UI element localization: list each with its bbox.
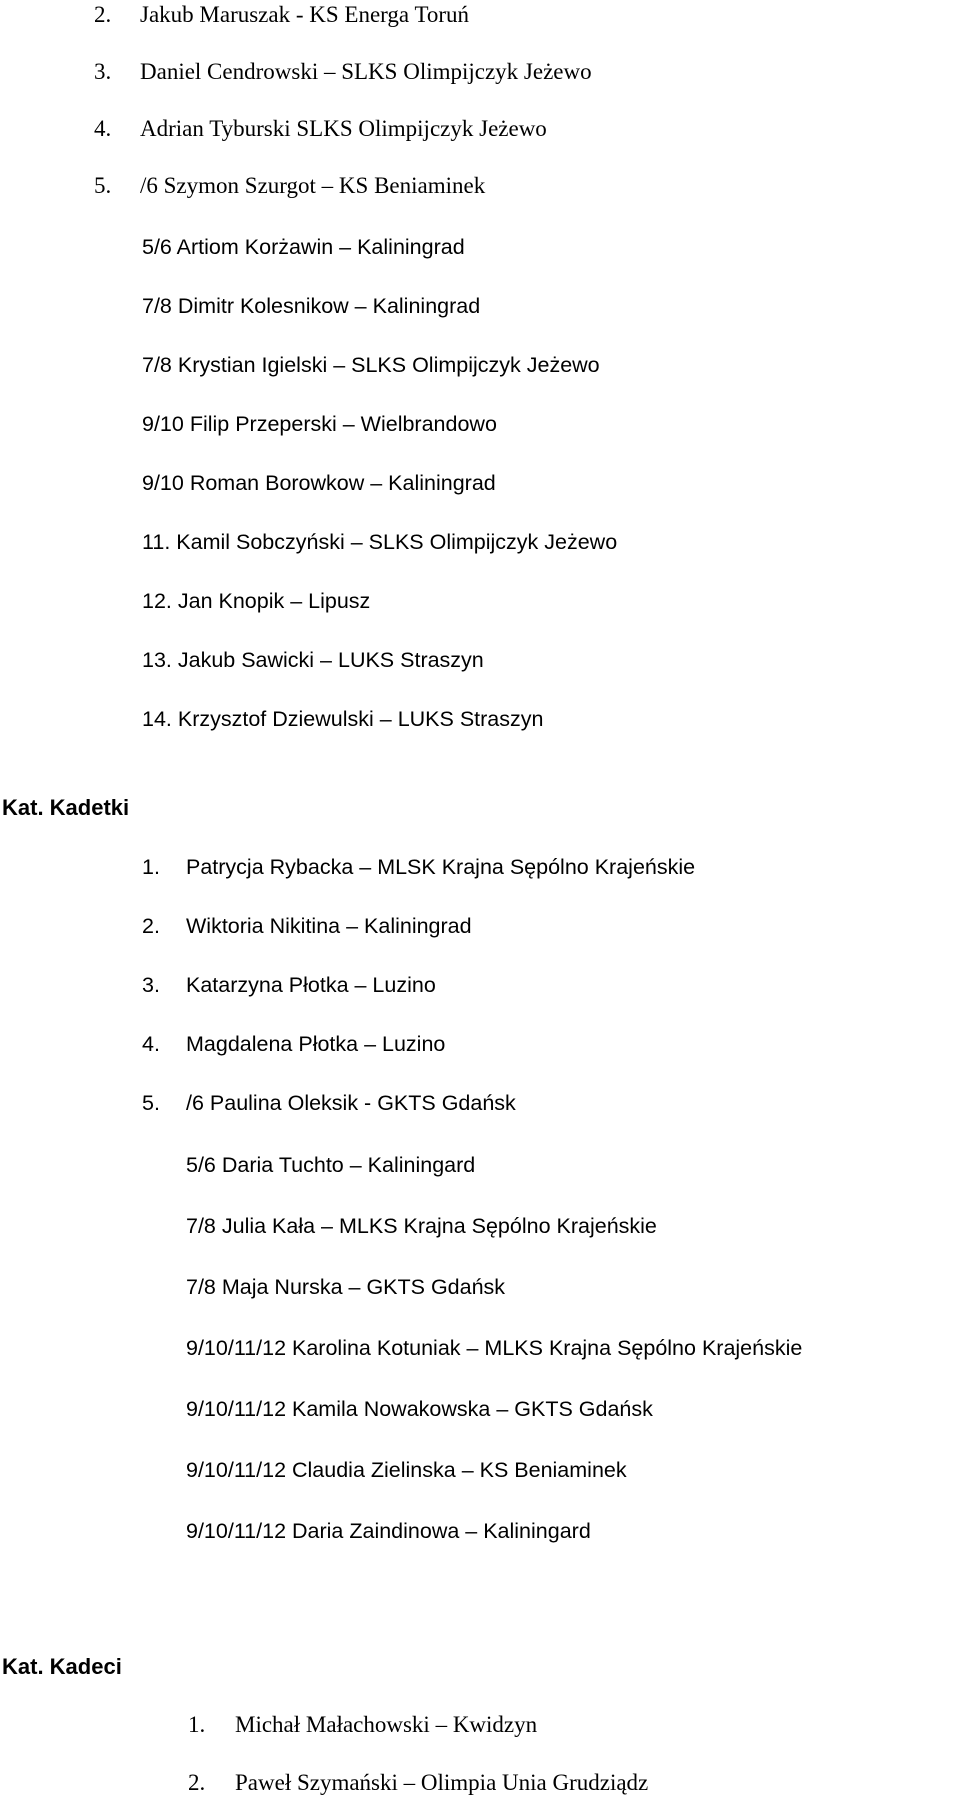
- list-text: 11. Kamil Sobczyński – SLKS Olimpijczyk Jeżewo: [142, 530, 618, 554]
- list-number: 1.: [188, 1712, 206, 1737]
- list-number: 3.: [94, 59, 112, 84]
- list-text: 9/10/11/12 Daria Zaindinowa – Kaliningard: [186, 1519, 591, 1543]
- list-text: /6 Szymon Szurgot – KS Beniaminek: [140, 173, 486, 198]
- list-text: /6 Paulina Oleksik - GKTS Gdańsk: [186, 1091, 516, 1115]
- list-number: 5.: [94, 173, 112, 198]
- list-number: 4.: [94, 116, 112, 141]
- section-heading: Kat. Kadetki: [2, 795, 130, 820]
- list-text: 12. Jan Knopik – Lipusz: [142, 589, 371, 613]
- list-text: 5/6 Artiom Korżawin – Kaliningrad: [142, 235, 465, 259]
- list-number: 1.: [142, 855, 160, 879]
- list-text: 7/8 Julia Kała – MLKS Krajna Sępólno Krajeńskie: [186, 1214, 657, 1238]
- list-text: Katarzyna Płotka – Luzino: [186, 973, 436, 997]
- list-text: Jakub Maruszak - KS Energa Toruń: [140, 2, 470, 27]
- list-text: Daniel Cendrowski – SLKS Olimpijczyk Jeżewo: [140, 59, 592, 84]
- list-text: 7/8 Krystian Igielski – SLKS Olimpijczyk Jeżewo: [142, 353, 600, 377]
- list-text: 14. Krzysztof Dziewulski – LUKS Straszyn: [142, 707, 544, 731]
- list-number: 3.: [142, 973, 160, 997]
- list-text: 7/8 Maja Nurska – GKTS Gdańsk: [186, 1275, 506, 1299]
- list-text: Adrian Tyburski SLKS Olimpijczyk Jeżewo: [140, 116, 547, 141]
- list-text: 9/10 Filip Przeperski – Wielbrandowo: [142, 412, 497, 436]
- list-text: Patrycja Rybacka – MLSK Krajna Sępólno Krajeńskie: [186, 855, 696, 879]
- list-number: 2.: [94, 2, 112, 27]
- list-text: Wiktoria Nikitina – Kaliningrad: [186, 914, 472, 938]
- list-text: 13. Jakub Sawicki – LUKS Straszyn: [142, 648, 484, 672]
- list-text: 9/10 Roman Borowkow – Kaliningrad: [142, 471, 496, 495]
- list-number: 2.: [188, 1770, 206, 1795]
- list-text: 9/10/11/12 Kamila Nowakowska – GKTS Gdańsk: [186, 1397, 653, 1421]
- list-text: Magdalena Płotka – Luzino: [186, 1032, 446, 1056]
- list-text: Michał Małachowski – Kwidzyn: [235, 1712, 538, 1737]
- list-number: 4.: [142, 1032, 160, 1056]
- list-text: 9/10/11/12 Karolina Kotuniak – MLKS Krajna Sępólno Krajeńskie: [186, 1336, 803, 1360]
- list-text: 7/8 Dimitr Kolesnikow – Kaliningrad: [142, 294, 481, 318]
- list-text: 9/10/11/12 Claudia Zielinska – KS Beniaminek: [186, 1458, 627, 1482]
- list-text: 5/6 Daria Tuchto – Kaliningard: [186, 1153, 476, 1177]
- list-number: 5.: [142, 1091, 160, 1115]
- list-text: Paweł Szymański – Olimpia Unia Grudziądz: [235, 1770, 649, 1795]
- list-number: 2.: [142, 914, 160, 938]
- section-heading: Kat. Kadeci: [2, 1654, 122, 1679]
